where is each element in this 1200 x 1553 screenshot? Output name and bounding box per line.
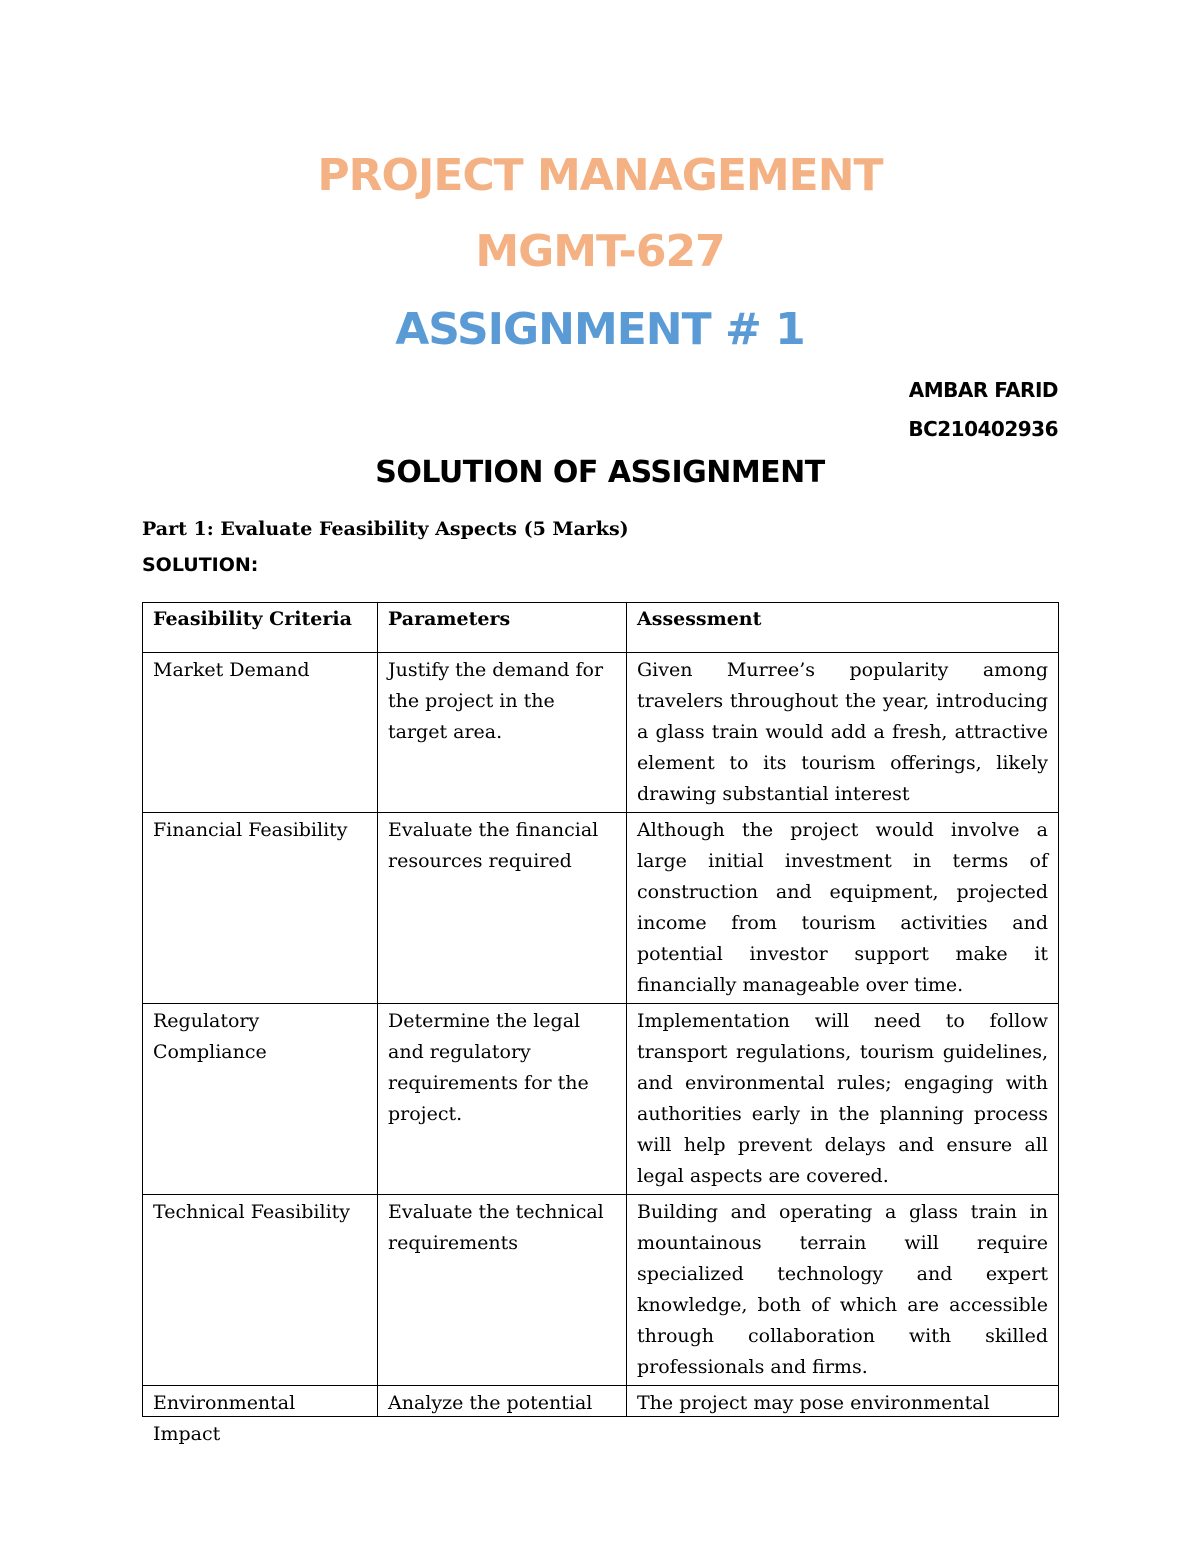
cell-assessment: Implementation will need to follow transport regulations, tourism guidelines, and environmental rules; engaging with authorities early in the planning process will help prevent delays and ensure all legal aspects are covered. [627,1004,1059,1195]
cell-assessment [627,1386,1059,1417]
cell-assessment: Given Murree’s popularity among travelers throughout the year, introducing a glass train would add a fresh, attractive element to its tourism offerings, likely drawing substantial interest [627,653,1059,813]
cell-criteria [143,1386,378,1445]
solution-heading: SOLUTION OF ASSIGNMENT [375,455,825,490]
table-row [143,1386,1059,1417]
part-heading: Part 1: Evaluate Feasibility Aspects (5 Marks) [142,518,629,540]
author-name: AMBAR FARID [908,378,1058,402]
table-row [143,1195,1059,1386]
cell-criteria: Market Demand [143,653,378,813]
cell-parameters: Evaluate the technical requirements [378,1195,627,1386]
cell-assessment-text: The project may pose environmental [637,1392,990,1414]
cell-criteria: Technical Feasibility [143,1195,378,1386]
table-row [143,653,1059,813]
cell-criteria: Financial Feasibility [143,813,378,1004]
cell-parameters: Determine the legal and regulatory requirements for the project. [378,1004,627,1195]
cell-parameters [378,1386,627,1417]
student-id: BC210402936 [908,417,1058,441]
cell-assessment: Building and operating a glass train in mountainous terrain will require specialized technology and expert knowledge, both of which are accessible through collaboration with skilled professionals and firms. [627,1195,1059,1386]
course-title: PROJECT MANAGEMENT [317,150,883,201]
table-header-row [143,603,1059,653]
solution-label: SOLUTION: [142,554,259,576]
cell-criteria-text: Environmental Impact [153,1392,296,1445]
feasibility-table [142,602,1059,1445]
cell-parameters-text: Analyze the potential [388,1392,593,1414]
cell-criteria: Regulatory Compliance [143,1004,378,1195]
cell-assessment: Although the project would involve a large initial investment in terms of construction and equipment, projected income from tourism activities and potential investor support make it financially manageable over time. [627,813,1059,1004]
cell-parameters: Evaluate the financial resources required [378,813,627,1004]
course-code: MGMT-627 [475,226,725,277]
table-row [143,1004,1059,1195]
cell-parameters: Justify the demand for the project in the target area. [378,653,627,813]
header-parameters: Parameters [378,603,627,653]
header-criteria: Feasibility Criteria [143,603,378,653]
assignment-title: ASSIGNMENT # 1 [395,304,805,355]
table-row [143,813,1059,1004]
header-assessment: Assessment [627,603,1059,653]
